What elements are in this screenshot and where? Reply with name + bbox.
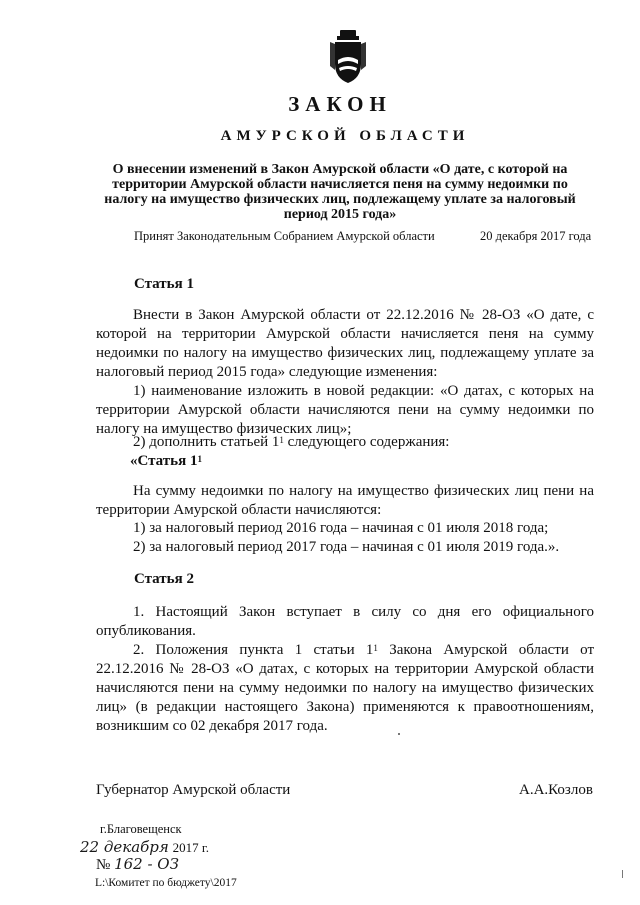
article-1-item-1: 1) за налоговый период 2016 года – начиная с 01 июля 2018 года; (133, 520, 549, 536)
governor-title: Губернатор Амурской области (96, 782, 291, 798)
law-number: № 162 - ОЗ (96, 855, 179, 873)
coat-of-arms-emblem (327, 30, 369, 84)
signing-date: 22 декабря 2017 г. (80, 838, 209, 856)
file-path: L:\Комитет по бюджету\2017 (95, 877, 237, 889)
article-1-heading: Статья 1 (134, 276, 194, 292)
accepted-date: 20 декабря 2017 года (480, 229, 592, 243)
article-1-paragraph-3: 2) дополнить статьей $1^1$ следующего содержания: (133, 434, 450, 450)
article-1-item-2: 2) за налоговый период 2017 года – начиная с 01 июля 2019 года.». (133, 539, 560, 555)
article-2-paragraph-2: 2. Положения пункта 1 статьи $1^1$ Закона Амурской области от 22.12.2016 № 28-ОЗ «О датах, с которых на территории Амурской области начисляются пени на сумму недоимки по налогу на имущество физических лиц» (в редакции настоящего Закона) применяются к правоотношениям, возникшим со 02 декабря 2017 года. (96, 642, 594, 734)
article-1-paragraph-5: На сумму недоимки по налогу на имущество физических лиц пени на территории Амурской области начисляются: (96, 483, 594, 518)
region-title: АМУРСКОЙ ОБЛАСТИ (220, 128, 470, 144)
article-1-paragraph-2: 1) наименование изложить в новой редакции: «О датах, с которых на территории Амурской области начисляются пени на сумму недоимки по налогу на имущество физических лиц»; (96, 383, 594, 437)
new-article-heading: «Статья $1^1$ (130, 453, 202, 469)
handwritten-date: 22 декабря (80, 838, 169, 856)
scan-speck (398, 733, 400, 735)
law-subtitle: О внесении изменений в Закон Амурской области «О дате, с которой на территории Амурской области начисляется пеня на сумму недоимки по налогу на имущество физических лиц, подлежащему уплате за налоговый период 2015 года» (104, 162, 576, 222)
accepted-by: Принят Законодательным Собранием Амурской области (134, 229, 435, 243)
document-type-title: ЗАКОН (288, 92, 392, 116)
article-2-heading: Статья 2 (134, 571, 194, 587)
article-1-paragraph-1: Внести в Закон Амурской области от 22.12.2016 № 28-ОЗ «О дате, с которой на территории Амурской области начисляется пеня на сумму недоимки по налогу на имущество физических лиц, подлежащему уплате за налоговый период 2015 года» следующие изменения: (96, 307, 594, 380)
scan-speck (622, 870, 623, 878)
governor-name: А.А.Козлов (519, 782, 593, 798)
city-label: г.Благовещенск (100, 822, 182, 836)
handwritten-number: 162 - ОЗ (114, 855, 179, 873)
article-2-paragraph-1: 1. Настоящий Закон вступает в силу со дня его официального опубликования. (96, 604, 594, 639)
